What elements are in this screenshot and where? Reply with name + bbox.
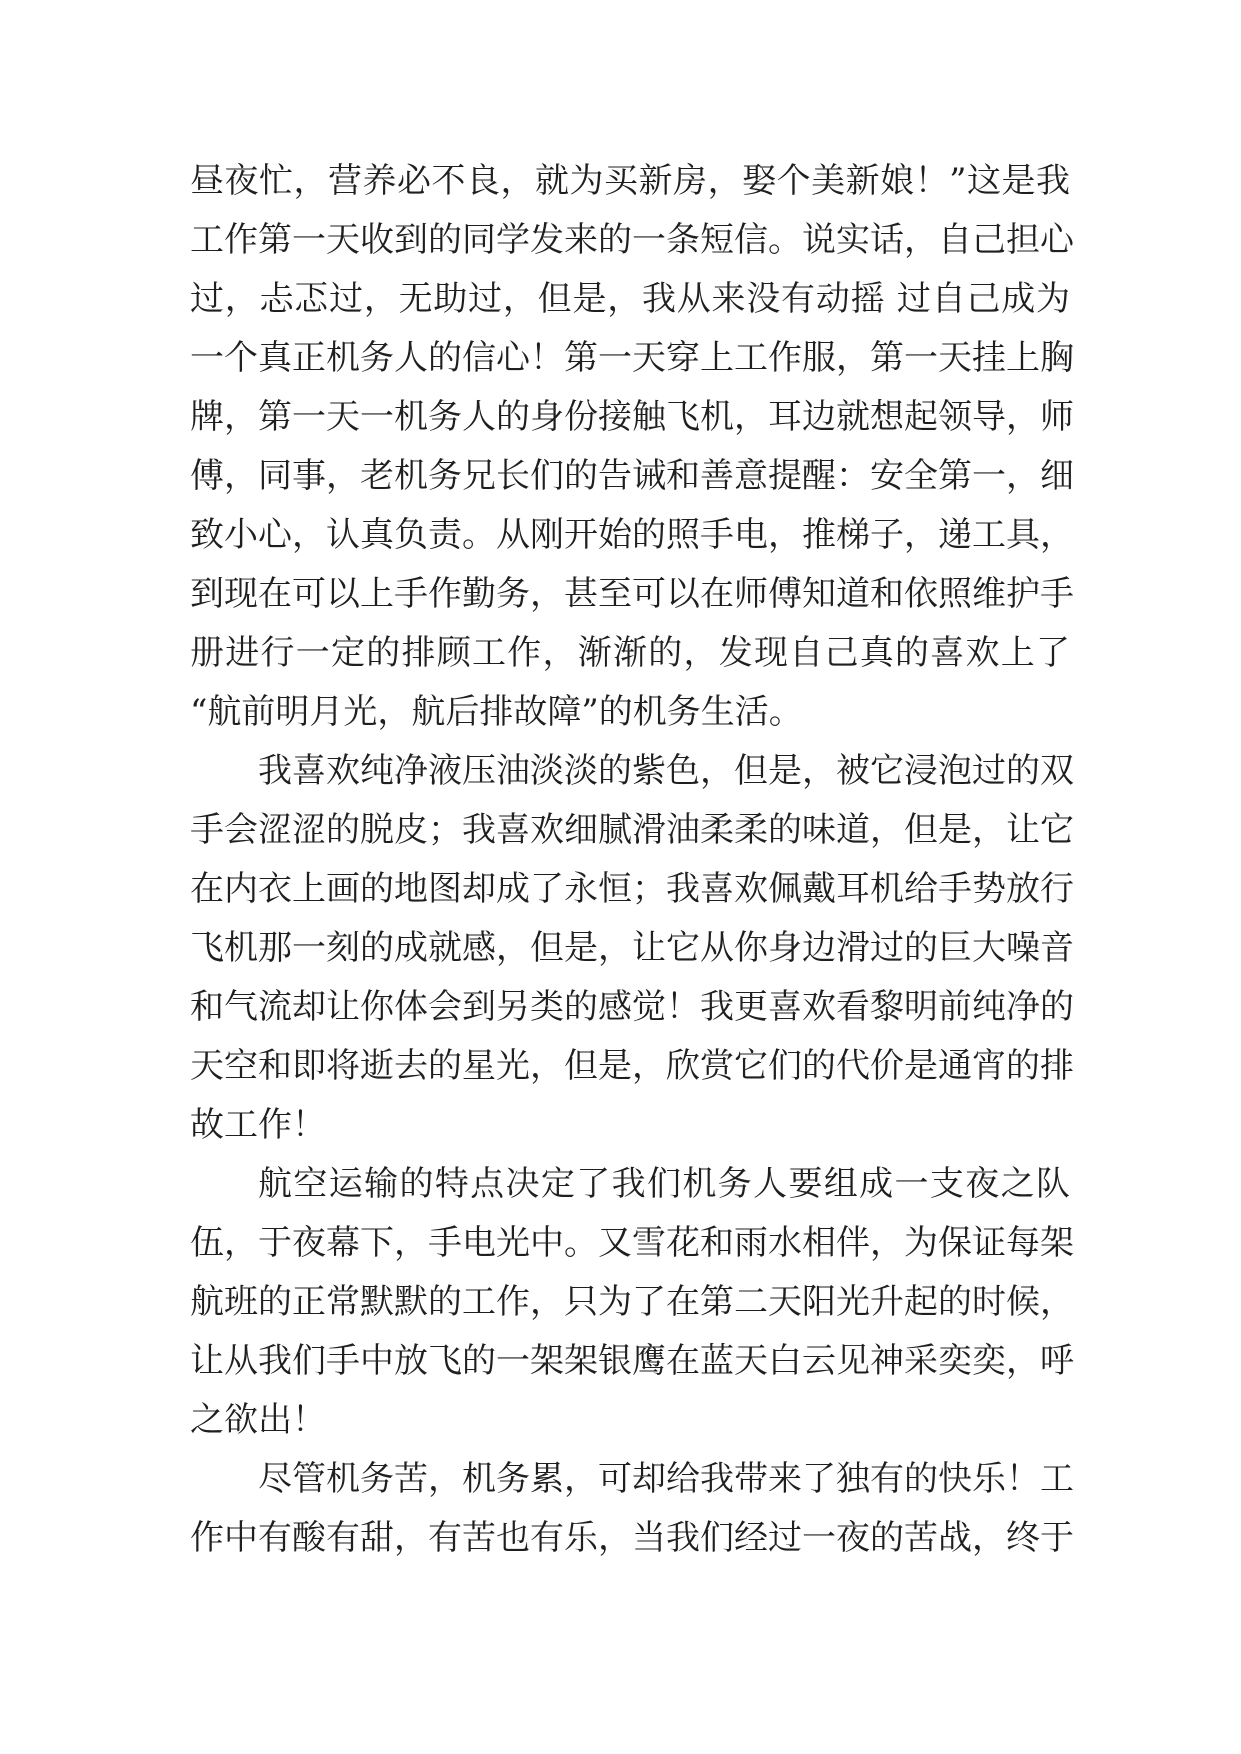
text-line: 之欲出！ — [190, 1400, 326, 1440]
document-body — [190, 152, 1074, 1568]
text-line: 故工作！ — [190, 1105, 326, 1145]
text-line: 在内衣上画的地图却成了永恒；我喜欢佩戴耳机给手势放行 — [190, 869, 1074, 909]
text-line: 到现在可以上手作勤务，甚至可以在师傅知道和依照维护手 — [190, 574, 1074, 614]
text-line: 天空和即将逝去的星光，但是，欣赏它们的代价是通宵的排 — [190, 1046, 1074, 1086]
text-line: “航前明月光，航后排故障”的机务生活。 — [190, 692, 803, 732]
text-line: 傅，同事，老机务兄长们的告诫和善意提醒：安全第一，细 — [190, 456, 1074, 496]
paragraph-first-line: 我喜欢纯净液压油淡淡的紫色，但是，被它浸泡过的双 — [258, 751, 1074, 791]
text-line: 册进行一定的排顾工作，渐渐的，发现自己真的喜欢上了 — [190, 633, 1070, 673]
text-line: 手会涩涩的脱皮；我喜欢细腻滑油柔柔的味道，但是，让它 — [190, 810, 1074, 850]
paragraph-first-line: 航空运输的特点决定了我们机务人要组成一支夜之队 — [258, 1164, 1070, 1204]
text-line: 一个真正机务人的信心！第一天穿上工作服，第一天挂上胸 — [190, 338, 1074, 378]
text-line: 工作第一天收到的同学发来的一条短信。说实话，自己担心 — [190, 220, 1074, 260]
text-line: 牌，第一天一机务人的身份接触飞机，耳边就想起领导，师 — [190, 397, 1074, 437]
text-line: 伍，于夜幕下，手电光中。又雪花和雨水相伴，为保证每架 — [190, 1223, 1074, 1263]
text-line: 飞机那一刻的成就感，但是，让它从你身边滑过的巨大噪音 — [190, 928, 1074, 968]
text-line: 航班的正常默默的工作，只为了在第二天阳光升起的时候， — [190, 1282, 1074, 1322]
text-line: 作中有酸有甜，有苦也有乐，当我们经过一夜的苦战，终于 — [190, 1518, 1074, 1558]
text-line: 和气流却让你体会到另类的感觉！我更喜欢看黎明前纯净的 — [190, 987, 1074, 1027]
text-line: 让从我们手中放飞的一架架银鹰在蓝天白云见神采奕奕，呼 — [190, 1341, 1074, 1381]
text-line: 昼夜忙，营养必不良，就为买新房，娶个美新娘！”这是我 — [190, 161, 1070, 201]
paragraph-first-line: 尽管机务苦，机务累，可却给我带来了独有的快乐！工 — [258, 1459, 1074, 1499]
text-line: 致小心，认真负责。从刚开始的照手电，推梯子，递工具， — [190, 515, 1074, 555]
text-line: 过，忐忑过，无助过，但是，我从来没有动摇 过自己成为 — [190, 279, 1070, 319]
